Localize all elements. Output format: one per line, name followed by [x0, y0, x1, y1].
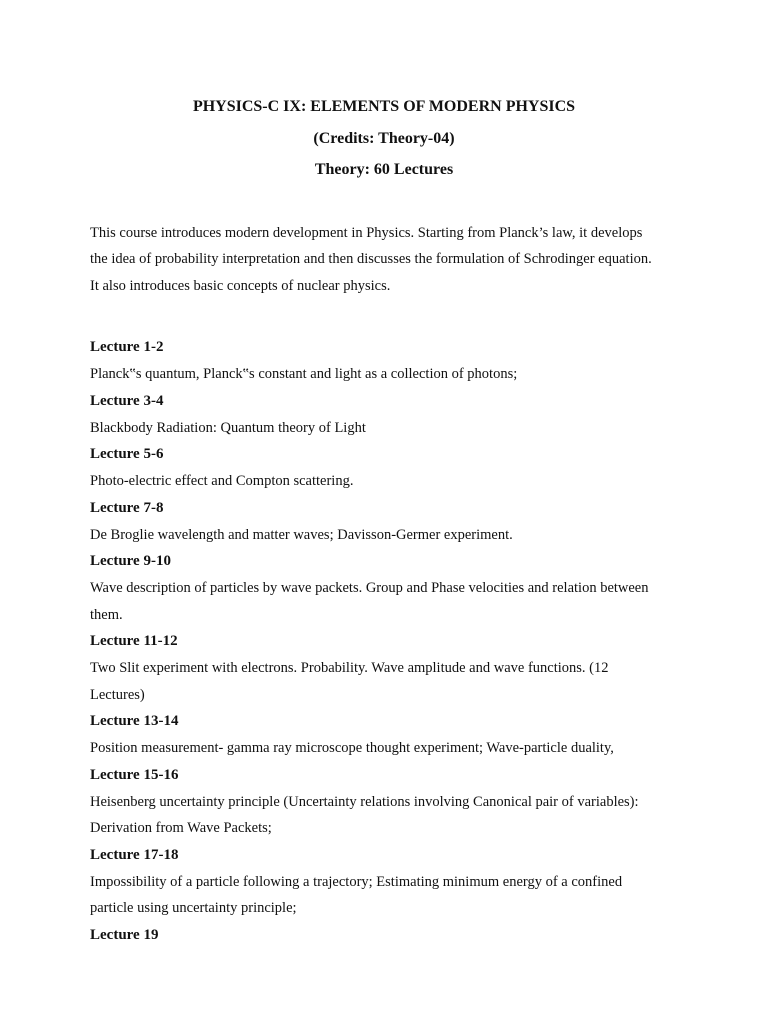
lecture-description-line: them.	[90, 606, 123, 623]
lecture-description-line: Wave description of particles by wave packets. Group and Phase velocities and relation between	[90, 580, 649, 596]
lecture-heading: Lecture 5-6	[90, 446, 164, 462]
lecture-description-line: De Broglie wavelength and matter waves; Davisson-Germer experiment.	[90, 526, 513, 543]
lecture-heading: Lecture 11-12	[90, 633, 178, 649]
course-credits: (Credits: Theory-04)	[313, 129, 455, 147]
lecture-block	[90, 495, 678, 549]
lecture-description-line: Derivation from Wave Packets;	[90, 820, 272, 836]
lecture-description-line: particle using uncertainty principle;	[90, 900, 297, 916]
lecture-heading: Lecture 15-16	[90, 766, 179, 783]
lecture-description-line: Impossibility of a particle following a trajectory; Estimating minimum energy of a confined	[90, 873, 623, 890]
intro-line: It also introduces basic concepts of nuclear physics.	[90, 277, 391, 294]
lecture-heading: Lecture 7-8	[90, 499, 164, 516]
lecture-heading: Lecture 17-18	[90, 846, 179, 863]
lecture-block	[90, 628, 678, 708]
intro-line: the idea of probability interpretation and then discusses the formulation of Schrodinger equation.	[90, 251, 652, 267]
lecture-block	[90, 762, 678, 842]
lecture-description-line: Lectures)	[90, 686, 145, 703]
lecture-heading: Lecture 19	[90, 926, 159, 943]
lecture-heading: Lecture 3-4	[90, 392, 164, 409]
document-header	[90, 0, 678, 186]
lecture-block	[90, 842, 678, 922]
intro-line: This course introduces modern development in Physics. Starting from Planck’s law, it develops	[90, 224, 643, 241]
lecture-block	[90, 388, 678, 442]
course-title: PHYSICS-C IX: ELEMENTS OF MODERN PHYSICS	[192, 98, 576, 115]
course-theory-lectures: Theory: 60 Lectures	[314, 161, 454, 178]
course-introduction	[90, 220, 678, 300]
lecture-heading: Lecture 13-14	[90, 713, 179, 729]
lecture-block	[90, 548, 678, 628]
lecture-heading: Lecture 1-2	[90, 339, 164, 355]
lecture-block	[90, 922, 678, 949]
lecture-block	[90, 708, 678, 762]
lecture-description-line: Photo-electric effect and Compton scattering.	[90, 473, 354, 489]
lecture-description-line: Blackbody Radiation: Quantum theory of Light	[90, 419, 366, 436]
lecture-description-line: Planck‟s quantum, Planck‟s constant and light as a collection of photons;	[90, 366, 518, 382]
lecture-heading: Lecture 9-10	[90, 553, 171, 569]
lecture-description-line: Heisenberg uncertainty principle (Uncertainty relations involving Canonical pair of variables):	[90, 793, 639, 810]
lecture-description-line: Two Slit experiment with electrons. Probability. Wave amplitude and wave functions. (12	[90, 660, 609, 676]
lecture-block	[90, 334, 678, 388]
lecture-list	[90, 334, 678, 949]
lecture-block	[90, 441, 678, 495]
lecture-description-line: Position measurement- gamma ray microscope thought experiment; Wave-particle duality,	[90, 740, 614, 756]
